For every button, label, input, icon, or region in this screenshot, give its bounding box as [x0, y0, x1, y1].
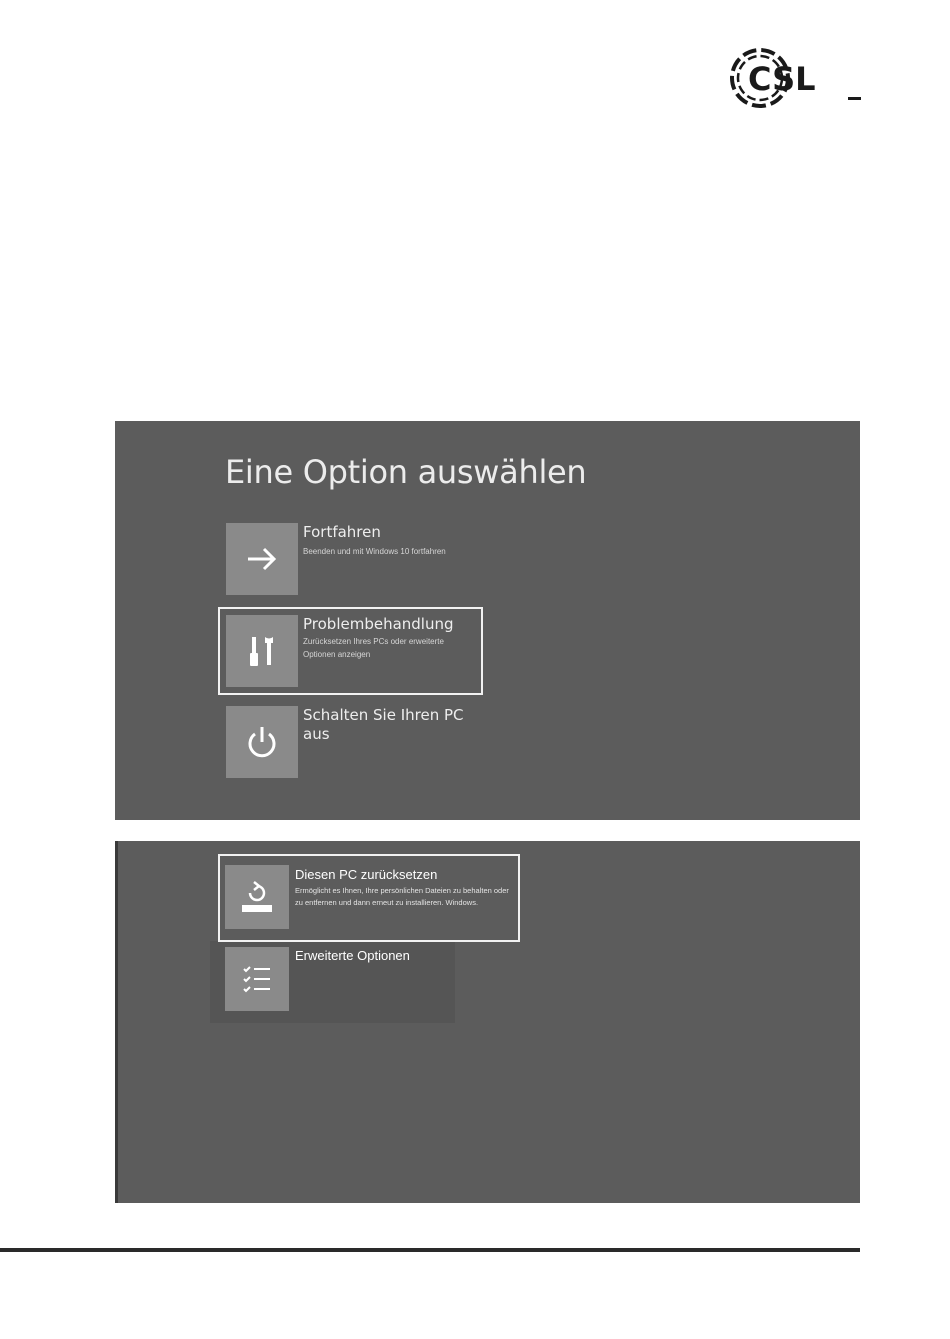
csl-logo	[728, 44, 864, 112]
footer-rule	[0, 1248, 860, 1252]
shutdown-title-line1: Schalten Sie Ihren PC	[303, 706, 464, 724]
svg-text:CSL: CSL	[748, 60, 816, 98]
option-advanced[interactable]	[225, 947, 455, 1011]
advanced-title: Erweiterte Optionen	[295, 948, 410, 963]
option-reset-pc[interactable]	[225, 865, 515, 931]
continue-tile[interactable]	[226, 523, 298, 595]
reset-pc-description: Ermöglicht es Ihnen, Ihre persönlichen Dateien zu behalten oder zu entfernen und dann erneut zu installieren. Windows.	[295, 886, 509, 907]
option-screen	[115, 421, 860, 820]
troubleshoot-screen	[115, 841, 860, 1203]
troubleshoot-tile[interactable]	[226, 615, 298, 687]
tools-icon	[242, 631, 282, 671]
continue-description: Beenden und mit Windows 10 fortfahren	[303, 547, 446, 556]
option-shutdown[interactable]	[226, 706, 496, 780]
troubleshoot-title: Problembehandlung	[303, 615, 454, 633]
screen-heading: Eine Option auswählen	[225, 453, 587, 491]
troubleshoot-description: Zurücksetzen Ihres PCs oder erweiterte Optionen anzeigen	[303, 637, 444, 659]
shutdown-tile[interactable]	[226, 706, 298, 778]
power-icon	[242, 722, 282, 762]
reset-pc-tile[interactable]	[225, 865, 289, 929]
reset-pc-title: Diesen PC zurücksetzen	[295, 867, 438, 882]
option-continue[interactable]	[226, 523, 496, 597]
shutdown-title-line2: aus	[303, 725, 330, 743]
arrow-right-icon	[242, 539, 282, 579]
continue-title: Fortfahren	[303, 523, 381, 541]
advanced-tile[interactable]	[225, 947, 289, 1011]
checklist-icon	[237, 959, 277, 999]
option-troubleshoot[interactable]	[226, 615, 476, 689]
reset-pc-icon	[237, 877, 277, 917]
